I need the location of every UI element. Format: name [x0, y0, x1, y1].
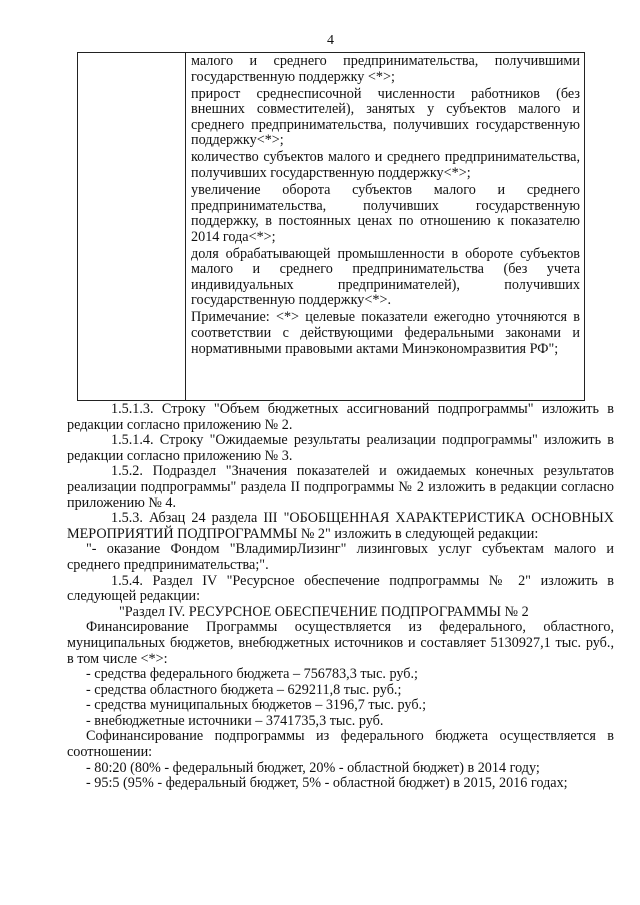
paragraph-1-5-3: 1.5.3. Абзац 24 раздела III "ОБОБЩЕННАЯ ХАРАКТЕРИСТИКА ОСНОВНЫХ МЕРОПРИЯТИЙ ПОДПРОГРАММЫ № 2" изложить в следующей редакции:: [67, 510, 614, 542]
passport-table: [77, 52, 585, 401]
table-line: доля обрабатывающей промышленности в обороте субъектов малого и среднего предпринимательства (без учета индивидуальных предпринимателей), получивших государственную поддержку<*>.: [191, 245, 580, 309]
paragraph-1-5-1-3: 1.5.1.3. Строку "Объем бюджетных ассигнований подпрограммы" изложить в редакции согласно приложению № 2.: [67, 401, 614, 433]
table-column-divider: [185, 53, 186, 400]
table-line: увеличение оборота субъектов малого и среднего предпринимательства, получивших государственную поддержку, в постоянных ценах по отношению к показателю 2014 года<*>;: [191, 181, 580, 245]
table-line: малого и среднего предпринимательства, получившими государственную поддержку <*>;: [191, 53, 580, 85]
table-line: количество субъектов малого и среднего предпринимательства, получивших государственную поддержку<*>;: [191, 149, 580, 181]
list-item: - средства областного бюджета – 629211,8 тыс. руб.;: [86, 681, 402, 698]
list-item: - 95:5 (95% - федеральный бюджет, 5% - областной бюджет) в 2015, 2016 годах;: [86, 775, 568, 792]
page-number: 4: [327, 33, 334, 48]
section-heading: "Раздел IV. РЕСУРСНОЕ ОБЕСПЕЧЕНИЕ ПОДПРОГРАММЫ № 2: [119, 603, 529, 620]
financing-paragraph: Финансирование Программы осуществляется из федерального, областного, муниципальных бюджетов, внебюджетных источников и составляет 5130927,1 тыс. руб., в том числе <*>:: [67, 619, 614, 667]
paragraph-1-5-4: 1.5.4. Раздел IV "Ресурсное обеспечение подпрограммы № 2" изложить в следующей редакции:: [67, 572, 614, 605]
paragraph-1-5-2: 1.5.2. Подраздел "Значения показателей и ожидаемых конечных результатов реализации подпрограммы" раздела II подпрограммы № 2 изложить в редакции согласно приложению № 4.: [67, 463, 614, 511]
cofinancing-paragraph: Софинансирование подпрограммы из федерального бюджета осуществляется в соотношении:: [67, 728, 614, 761]
list-item: - средства федерального бюджета – 756783,3 тыс. руб.;: [86, 666, 418, 683]
table-right-cell: [191, 54, 580, 359]
list-item: - 80:20 (80% - федеральный бюджет, 20% - областной бюджет) в 2014 году;: [86, 759, 540, 776]
list-item: - средства муниципальных бюджетов – 3196,7 тыс. руб.;: [86, 697, 427, 714]
table-line: прирост среднесписочной численности работников (без внешних совместителей), занятых у субъектов малого и среднего предпринимательства, получивших государственную поддержку<*>;: [191, 85, 580, 149]
quoted-paragraph: "- оказание Фондом "ВладимирЛизинг" лизинговых услуг субъектам малого и среднего предпринимательства;".: [67, 541, 614, 573]
table-note: Примечание: <*> целевые показатели ежегодно уточняются в соответствии с действующими федеральными законами и нормативными правовыми актами Минэкономразвития РФ";: [191, 309, 580, 357]
document-body: [67, 402, 614, 792]
list-item: - внебюджетные источники – 3741735,3 тыс. руб.: [86, 712, 384, 729]
paragraph-1-5-1-4: 1.5.1.4. Строку "Ожидаемые результаты реализации подпрограммы" изложить в редакции согласно приложению № 3.: [67, 432, 614, 464]
